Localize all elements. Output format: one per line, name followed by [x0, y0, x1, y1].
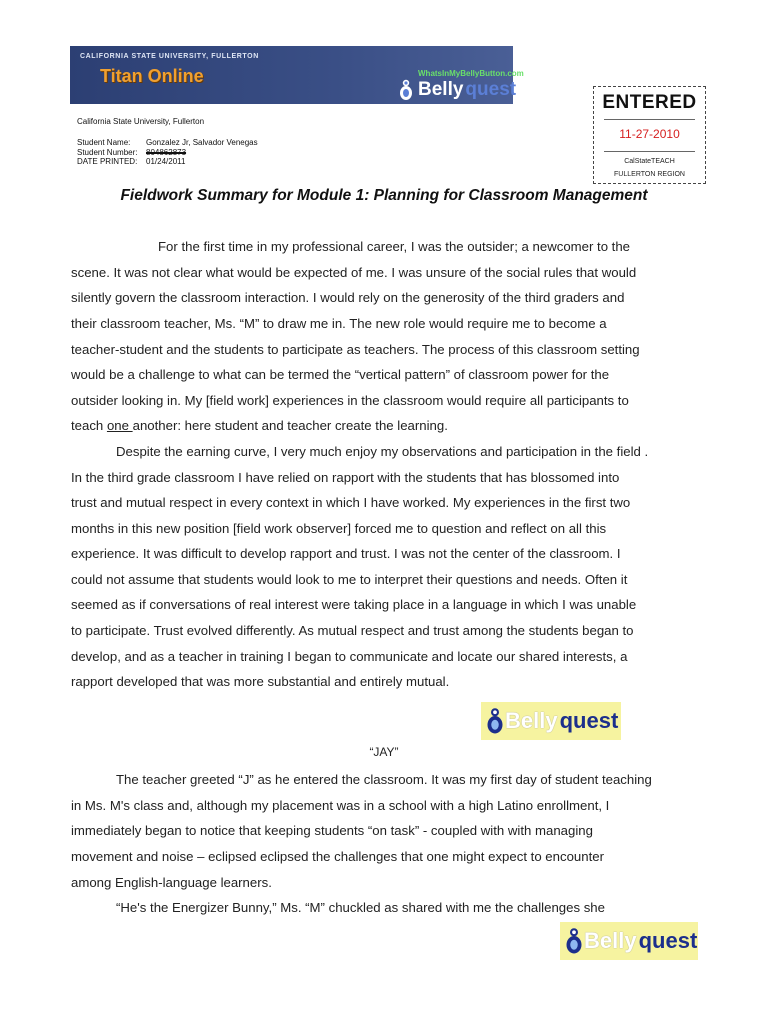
paragraph-line: silently govern the classroom interaction. I would rely on the generosity of the third graders and — [71, 290, 625, 305]
paragraph-line: rapport developed that was more substantial and entirely mutual. — [71, 674, 450, 689]
paragraph-line: teacher-student and the students to participate as teachers. The process of this classroom setting — [71, 342, 640, 357]
stamp-date: 11-27-2010 — [619, 127, 680, 141]
paragraph-line: immediately began to notice that keeping students “on task” - coupled with with managing — [71, 823, 593, 838]
student-name-value: Gonzalez Jr, Salvador Venegas — [146, 138, 258, 147]
header-banner — [70, 46, 524, 104]
watermark-belly: Belly — [505, 708, 558, 733]
line-prefix: teach — [71, 418, 107, 433]
date-printed-label: DATE PRINTED: — [77, 157, 138, 166]
meta-student-number-row — [77, 148, 186, 157]
paragraph-line: movement and noise – eclipsed eclipsed the challenges that one might expect to encounter — [71, 849, 604, 864]
student-name-label: Student Name: — [77, 138, 131, 147]
banner-brand-logo — [398, 78, 516, 102]
watermark-quest: quest — [638, 928, 698, 953]
paragraph-line: experience. It was difficult to develop rapport and trust. I was not the center of the classroom. I — [71, 546, 621, 561]
student-number-value: 804862873 — [146, 148, 187, 157]
belly-quest-icon — [398, 79, 414, 101]
belly-quest-icon — [485, 706, 505, 736]
entered-stamp — [593, 86, 706, 184]
watermark-belly: Belly — [584, 928, 637, 953]
banner-site-url: WhatsInMyBellyButton.com — [418, 69, 524, 78]
banner-brand-belly: Belly — [418, 79, 464, 100]
paragraph-line: among English-language learners. — [71, 875, 272, 890]
paragraph-line — [71, 418, 448, 433]
paragraph-line: develop, and as a teacher in training I began to communicate and locate our shared interests, a — [71, 649, 628, 664]
stamp-org: CalStateTEACH — [624, 158, 675, 165]
paragraph-line: The teacher greeted “J” as he entered the classroom. It was my first day of student teaching — [116, 772, 652, 787]
paragraph-line: trust and mutual respect in every context in which I have worked. My experiences in the first two — [71, 495, 631, 510]
belly-quest-icon — [564, 926, 584, 956]
stamp-divider — [604, 119, 695, 120]
section-heading: “JAY” — [369, 745, 399, 759]
meta-student-name-row — [77, 138, 258, 147]
paragraph-line: could not assume that students would look to me to interpret their questions and needs. Often it — [71, 572, 628, 587]
belly-quest-watermark — [481, 702, 621, 740]
paragraph-line: For the first time in my professional career, I was the outsider; a newcomer to the — [158, 239, 631, 254]
paragraph-line: outsider looking in. My [field work] experiences in the classroom would require all participants to — [71, 393, 629, 408]
paragraph-line: their classroom teacher, Ms. “M” to draw me in. The new role would require me to become a — [71, 316, 607, 331]
paragraph-line: in Ms. M's class and, although my placement was in a school with a high Latino enrollment, I — [71, 798, 610, 813]
stamp-region: FULLERTON REGION — [614, 171, 685, 178]
date-printed-value: 01/24/2011 — [146, 157, 186, 166]
line-suffix: another: here student and teacher create the learning. — [132, 418, 448, 433]
meta-university: California State University, Fullerton — [77, 117, 205, 126]
paragraph-line: to participate. Trust evolved differently. As mutual respect and trust among the students began to — [71, 623, 634, 638]
banner-brand-quest: quest — [465, 79, 517, 100]
watermark-quest: quest — [559, 708, 619, 733]
student-number-label: Student Number: — [77, 148, 138, 157]
paragraph-line: months in this new position [field work observer] forced me to question and reflect on all this — [71, 521, 607, 536]
belly-quest-watermark — [560, 922, 698, 960]
meta-date-row — [77, 157, 185, 166]
stamp-label: ENTERED — [602, 92, 697, 113]
paragraph-line: “He's the Energizer Bunny,” Ms. “M” chuckled as shared with me the challenges she — [116, 900, 605, 915]
banner-university: CALIFORNIA STATE UNIVERSITY, FULLERTON — [80, 53, 259, 60]
paragraph-line: In the third grade classroom I have relied on rapport with the students that has blossomed into — [71, 470, 620, 485]
paragraph-line: Despite the earning curve, I very much enjoy my observations and participation in the field . — [116, 444, 649, 459]
paragraph-line: would be a challenge to what can be termed the “vertical pattern” of classroom power for the — [71, 367, 610, 382]
paragraph-line: scene. It was not clear what would be expected of me. I was unsure of the social rules that would — [71, 265, 637, 280]
page-title: Fieldwork Summary for Module 1: Planning for Classroom Management — [120, 187, 648, 204]
paragraph-line: seemed as if conversations of real interest were taking place in a language in which I was unable — [71, 597, 637, 612]
banner-app-name: Titan Online — [100, 66, 204, 86]
stamp-divider — [604, 151, 695, 152]
underlined-word: one — [106, 418, 133, 433]
